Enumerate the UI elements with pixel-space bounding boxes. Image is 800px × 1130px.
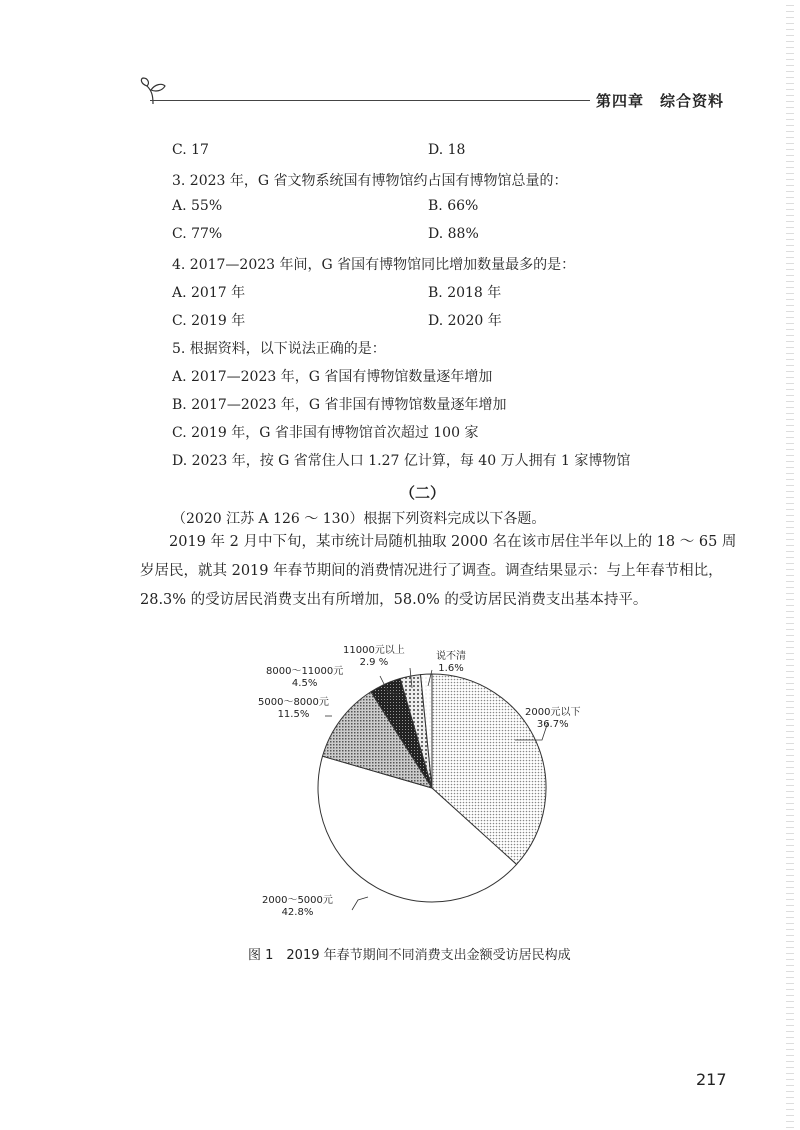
slice-label-5: 说不清 1.6% [436,651,466,674]
q5-option-c: C. 2019 年，G 省非国有博物馆首次超过 100 家 [172,425,479,441]
q3-option-a: A. 55% [172,198,223,214]
section-title: （二） [400,484,446,502]
slice-label-4: 11000元以上 2.9 % [343,645,405,668]
chart-caption: 图 1 2019 年春节期间不同消费支出金额受访居民构成 [248,948,571,963]
q5-option-a: A. 2017—2023 年，G 省国有博物馆数量逐年增加 [172,369,493,385]
q3-stem: 3. 2023 年，G 省文物系统国有博物馆约占国有博物馆总量的： [172,173,568,189]
q2-option-d: D. 18 [428,142,466,158]
slice-label-2: 5000～8000元 11.5% [258,697,329,720]
q5-option-d: D. 2023 年，按 G 省常住人口 1.27 亿计算，每 40 万人拥有 1 家博物馆 [172,453,631,469]
slice-label-1: 2000～5000元 42.8% [262,895,333,918]
q5-stem: 5. 根据资料，以下说法正确的是： [172,341,386,357]
q3-option-c: C. 77% [172,226,223,242]
slice-label-0: 2000元以下 36.7% [525,707,581,730]
q3-option-b: B. 66% [428,198,479,214]
q4-option-b: B. 2018 年 [428,285,502,301]
section-source: （2020 江苏 A 126 ～ 130）根据下列资料完成以下各题。 [172,511,546,527]
pie-slices [318,674,546,902]
page-number: 217 [696,1070,727,1089]
page-edge [786,0,794,1130]
chapter-title: 第四章 综合资料 [596,92,725,110]
q3-option-d: D. 88% [428,226,479,242]
q2-option-c: C. 17 [172,142,209,158]
q4-option-c: C. 2019 年 [172,313,246,329]
slice-label-3: 8000～11000元 4.5% [266,666,344,689]
q4-option-a: A. 2017 年 [172,285,246,301]
q4-stem: 4. 2017—2023 年间，G 省国有博物馆同比增加数量最多的是： [172,257,576,273]
section-paragraph: 2019 年 2 月中下旬，某市统计局随机抽取 2000 名在该市居住半年以上的 18 ～ 65 周岁居民，就其 2019 年春节期间的消费情况进行了调查。调查结果显示：与上年春节相比，28.3% 的受访居民消费支出有所增加，58.0% 的受访居民消费支出基本持平。 [140,534,737,608]
q4-option-d: D. 2020 年 [428,313,502,329]
q5-option-b: B. 2017—2023 年，G 省非国有博物馆数量逐年增加 [172,397,507,413]
